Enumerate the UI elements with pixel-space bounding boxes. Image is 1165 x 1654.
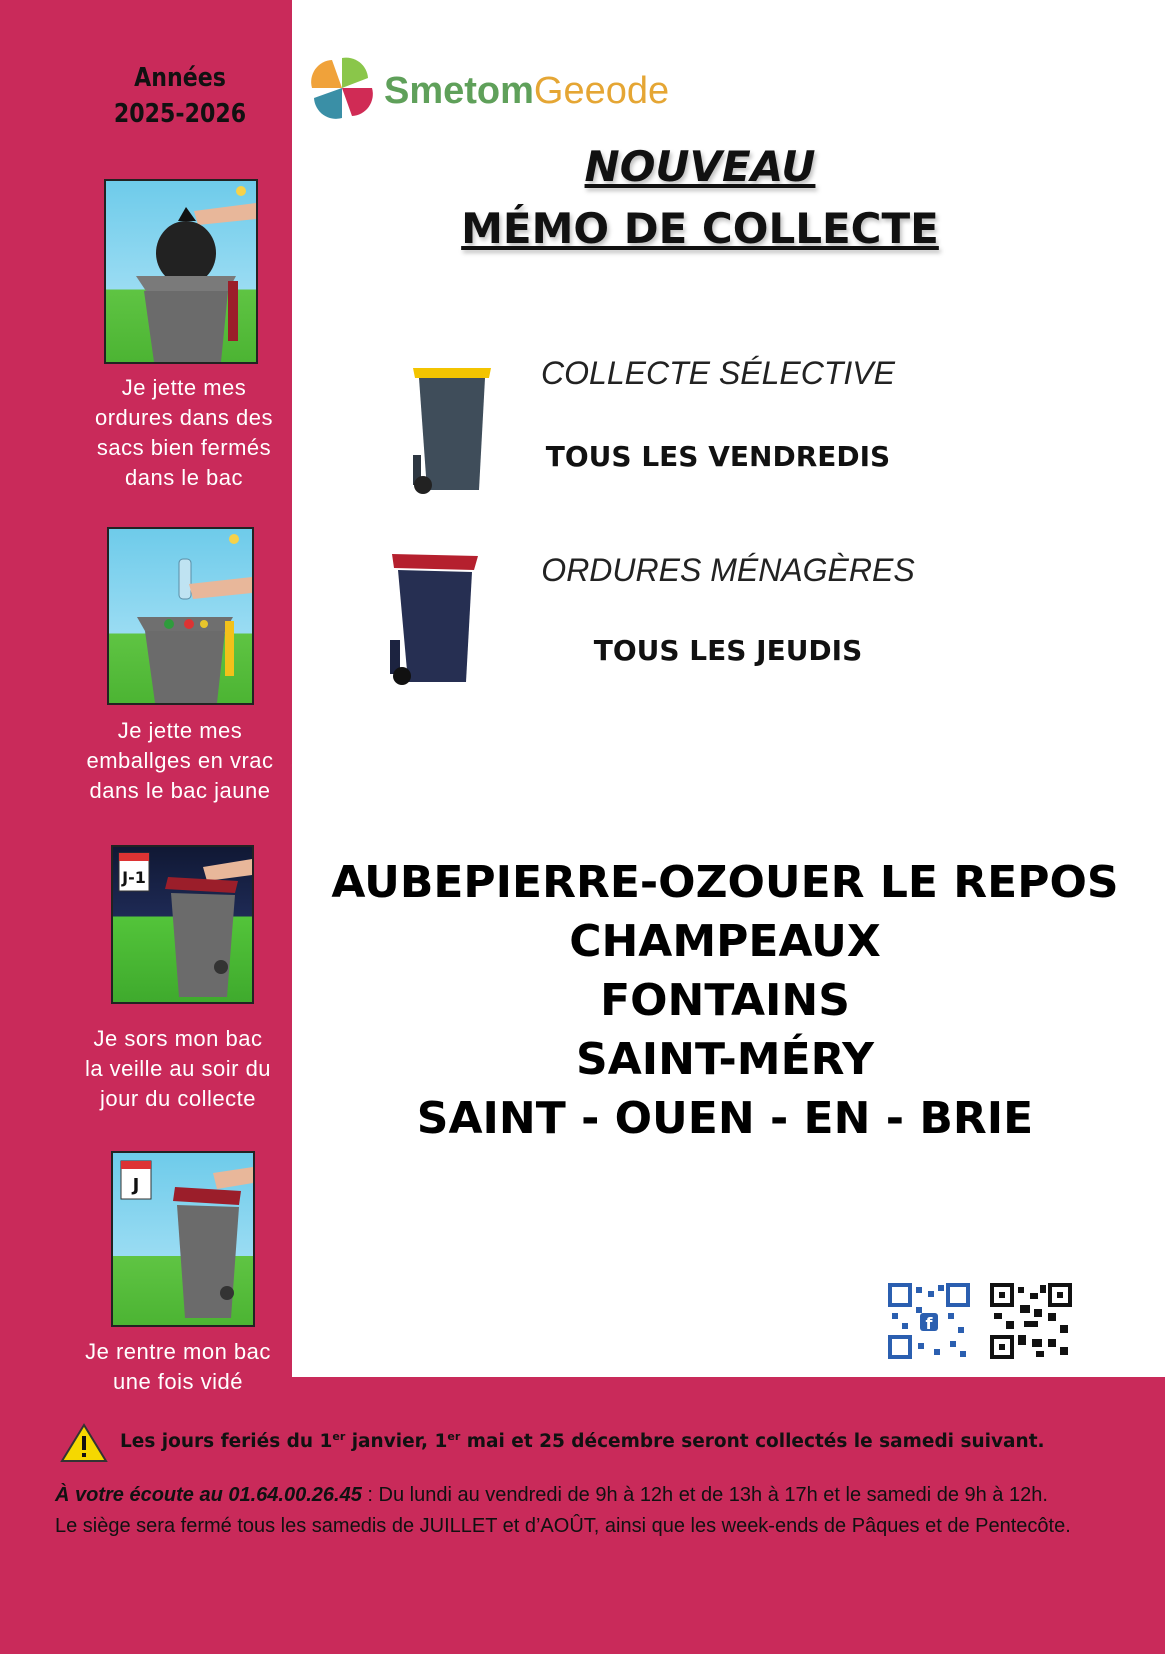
calendar-day-before-icon: J-1	[122, 868, 146, 887]
years-line-2: 2025-2026	[113, 99, 247, 129]
holiday-notice: Les jours feriés du 1er janvier, 1er mai et 25 décembre seront collectés le samedi suivant.	[120, 1430, 1045, 1453]
svg-text:f: f	[925, 1314, 933, 1333]
website-qr-code-icon[interactable]	[990, 1283, 1072, 1359]
commune-item: CHAMPEAUX	[569, 916, 881, 967]
title-memo: MÉMO DE COLLECTE	[461, 204, 939, 253]
step-3-caption: Je sors mon bac la veille au soir du jour du collecte	[84, 1026, 272, 1111]
years-line-1: Années	[134, 63, 226, 93]
communes-list	[300, 853, 1150, 1148]
collection-type-selective: COLLECTE SÉLECTIVE	[541, 355, 895, 391]
step-2-caption: Je jette mes emballges en vrac dans le bac jaune	[86, 718, 274, 803]
yellow-lid-bin-icon	[409, 360, 495, 498]
years-label	[87, 60, 274, 132]
commune-item: SAINT - OUEN - EN - BRIE	[416, 1093, 1034, 1144]
step-1-illustration	[104, 179, 258, 364]
collection-type-household: ORDURES MÉNAGÈRES	[541, 552, 915, 588]
calendar-day-icon: J	[132, 1175, 140, 1196]
commune-item: AUBEPIERRE-OZOUER LE REPOS	[331, 857, 1119, 908]
step-4-illustration	[111, 1151, 255, 1327]
commune-item: FONTAINS	[600, 975, 850, 1026]
phone-number[interactable]: À votre écoute au 01.64.00.26.45	[55, 1484, 362, 1506]
closure-notice: Le siège sera fermé tous les samedis de JUILLET et d’AOÛT, ainsi que les week-ends de Pâques et de Pentecôte.	[55, 1515, 1071, 1537]
smetom-logo-icon	[306, 52, 378, 124]
facebook-qr-code-icon[interactable]	[888, 1283, 970, 1359]
smetom-logo-text: SmetomGeeode	[384, 70, 670, 112]
step-4-caption: Je rentre mon bac une fois vidé	[85, 1339, 271, 1394]
warning-icon	[60, 1422, 108, 1464]
red-lid-bin-icon	[386, 548, 486, 688]
opening-hours: : Du lundi au vendredi de 9h à 12h et de 13h à 17h et le samedi de 9h à 12h.	[361, 1484, 1048, 1506]
contact-info	[55, 1480, 1113, 1542]
commune-item: SAINT-MÉRY	[576, 1034, 874, 1085]
step-2-illustration	[107, 527, 254, 705]
step-1-caption: Je jette mes ordures dans des sacs bien fermés dans le bac	[95, 375, 273, 490]
step-3-illustration	[111, 845, 254, 1004]
collection-day-household: TOUS LES JEUDIS	[593, 634, 863, 667]
collection-day-selective: TOUS LES VENDREDIS	[545, 440, 891, 473]
title-new: NOUVEAU	[584, 142, 816, 191]
